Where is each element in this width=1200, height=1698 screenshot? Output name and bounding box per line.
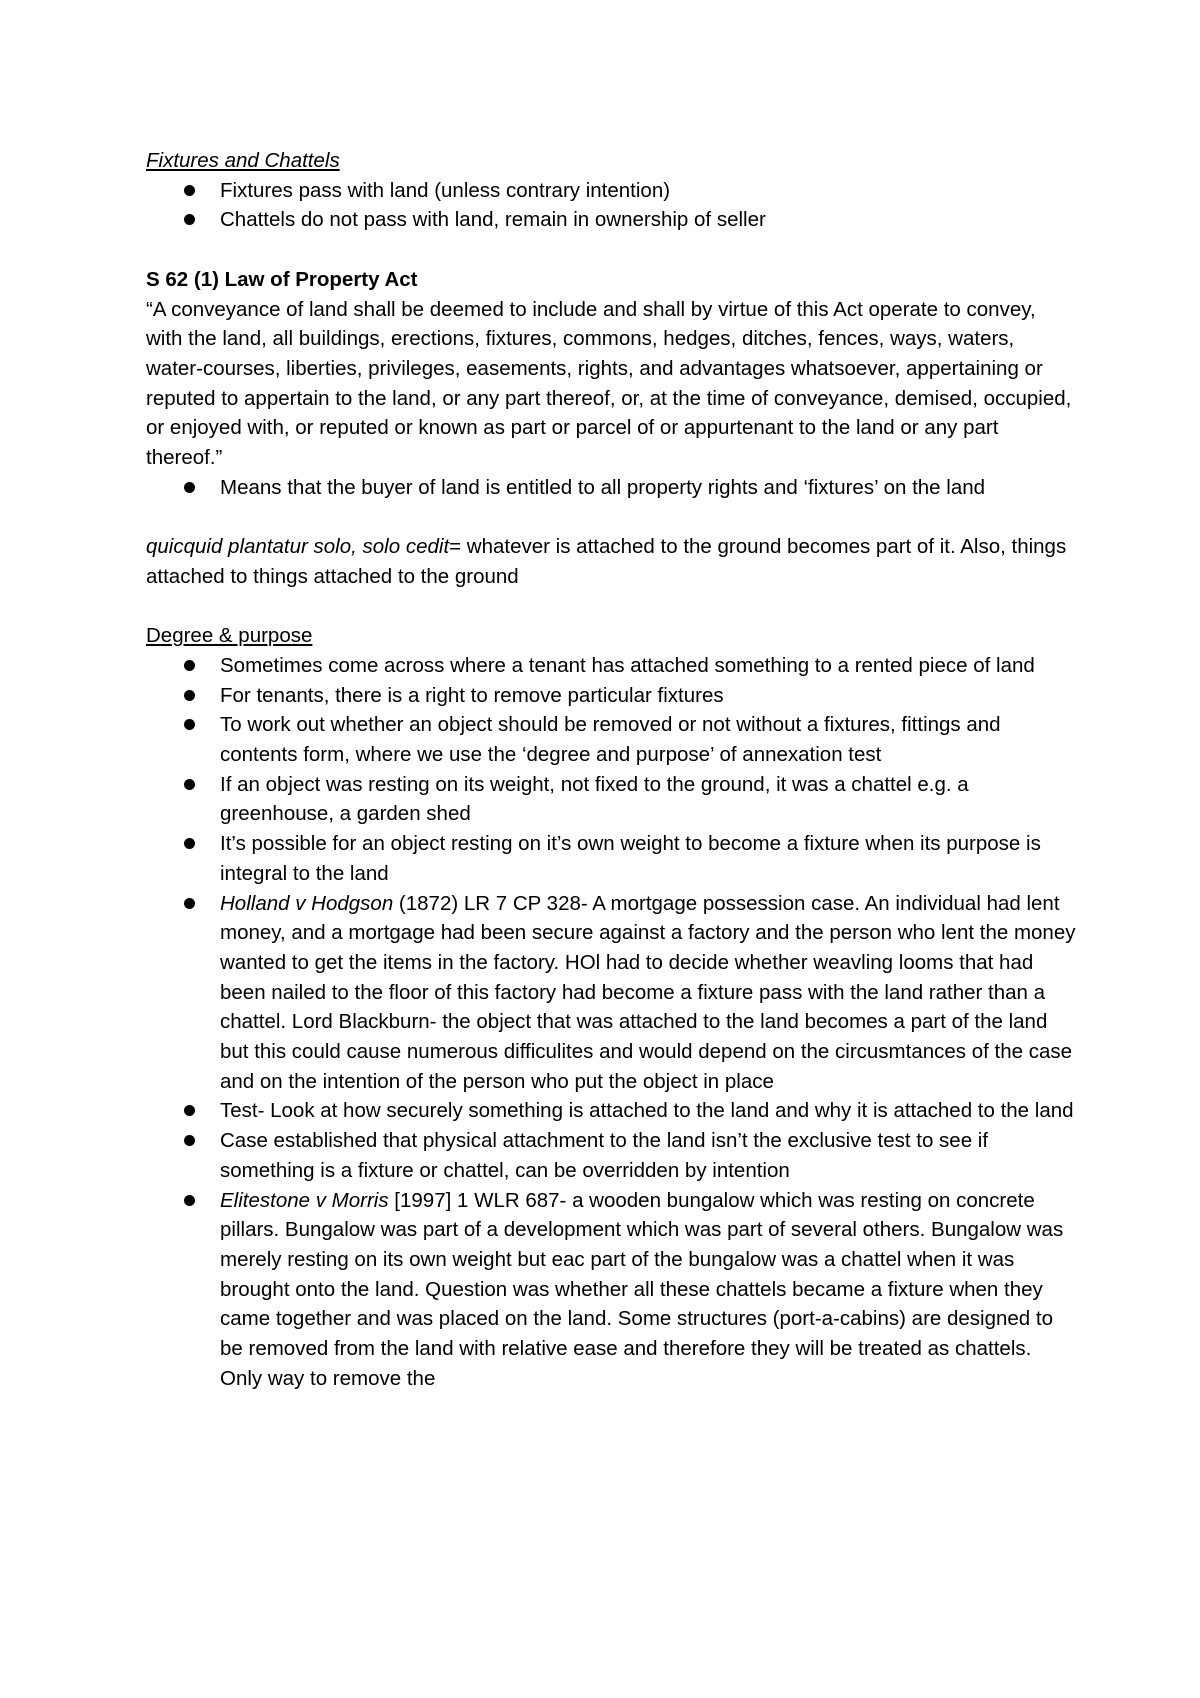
document-page — [146, 146, 1076, 1393]
case-name: Holland v Hodgson — [220, 891, 394, 915]
bullet-icon — [184, 1105, 195, 1116]
bullet-list-degree-purpose — [146, 651, 1076, 1394]
bullet-icon — [184, 838, 195, 849]
bullet-icon — [184, 898, 195, 909]
bullet-icon — [184, 185, 195, 196]
list-item: To work out whether an object should be removed or not without a fixtures, fittings and contents form, where we use the ‘degree and purpose’ of annexation test — [146, 710, 1076, 769]
bullet-icon — [184, 214, 195, 225]
bullet-icon — [184, 779, 195, 790]
bullet-list-s62 — [146, 473, 1076, 503]
list-item: Sometimes come across where a tenant has attached something to a rented piece of land — [146, 651, 1076, 681]
maxim-explanation: = whatever is attached to the ground becomes part of it. Also, things attached to things attached to the ground — [146, 535, 1067, 588]
list-item: Fixtures pass with land (unless contrary intention) — [146, 176, 1076, 206]
list-item-case-holland: Holland v Hodgson (1872) LR 7 CP 328- A mortgage possession case. An individual had lent money, and a mortgage had been secure against a factory and the person who lent the money wanted to get the items in the factory. HOl had to decide whether weavling looms that had been nailed to the floor of this factory had become a fixture pass with the land rather than a chattel. Lord Blackburn- the object that was attached to the land becomes a part of the land but this could cause numerous difficulites and would depend on the circusmtances of the case and on the intention of the person who put the object in place — [146, 889, 1076, 1097]
statute-quote: “A conveyance of land shall be deemed to include and shall by virtue of this Act operate to convey, with the land, all buildings, erections, fixtures, commons, hedges, ditches, fences, ways, waters, water-courses, liberties, privileges, easements, rights, and advantages whatsoever, appertaining or reputed to appertain to the land, or any part thereof, or, at the time of conveyance, demised, occupied, or enjoyed with, or reputed or known as part or parcel of or appurtenant to the land or any part thereof.” — [146, 297, 1072, 470]
list-item: Chattels do not pass with land, remain in ownership of seller — [146, 205, 1076, 235]
bullet-icon — [184, 690, 195, 701]
list-item: Means that the buyer of land is entitled to all property rights and ‘fixtures’ on the land — [146, 473, 1076, 503]
bullet-icon — [184, 719, 195, 730]
list-item: Test- Look at how securely something is attached to the land and why it is attached to the land — [146, 1096, 1076, 1126]
section-title-degree-purpose: Degree & purpose — [146, 624, 313, 648]
bullet-icon — [184, 482, 195, 493]
bullet-list-fixtures — [146, 176, 1076, 235]
bullet-icon — [184, 1135, 195, 1146]
section-title-fixtures-chattels: Fixtures and Chattels — [146, 149, 340, 172]
list-item-case-elitestone: Elitestone v Morris [1997] 1 WLR 687- a wooden bungalow which was resting on concrete pillars. Bungalow was part of a development which was part of several others. Bungalow was merely resting on its own weight but eac part of the bungalow was a chattel when it was brought onto the land. Question was whether all these chattels became a fixture when they came together and was placed on the land. Some structures (port-a-cabins) are designed to be removed from the land with relative ease and therefore they will be treated as chattels. Only way to remove the — [146, 1186, 1076, 1394]
case-name: Elitestone v Morris — [220, 1188, 389, 1212]
list-item: It’s possible for an object resting on it’s own weight to become a fixture when its purpose is integral to the land — [146, 829, 1076, 888]
list-item: Case established that physical attachment to the land isn’t the exclusive test to see if something is a fixture or chattel, can be overridden by intention — [146, 1126, 1076, 1185]
maxim-paragraph — [146, 532, 1076, 591]
bullet-icon — [184, 1195, 195, 1206]
list-item: If an object was resting on its weight, not fixed to the ground, it was a chattel e.g. a greenhouse, a garden shed — [146, 770, 1076, 829]
section-title-s62: S 62 (1) Law of Property Act — [146, 267, 418, 291]
latin-maxim: quicquid plantatur solo, solo cedit — [146, 535, 450, 559]
list-item: For tenants, there is a right to remove particular fixtures — [146, 681, 1076, 711]
bullet-icon — [184, 660, 195, 671]
